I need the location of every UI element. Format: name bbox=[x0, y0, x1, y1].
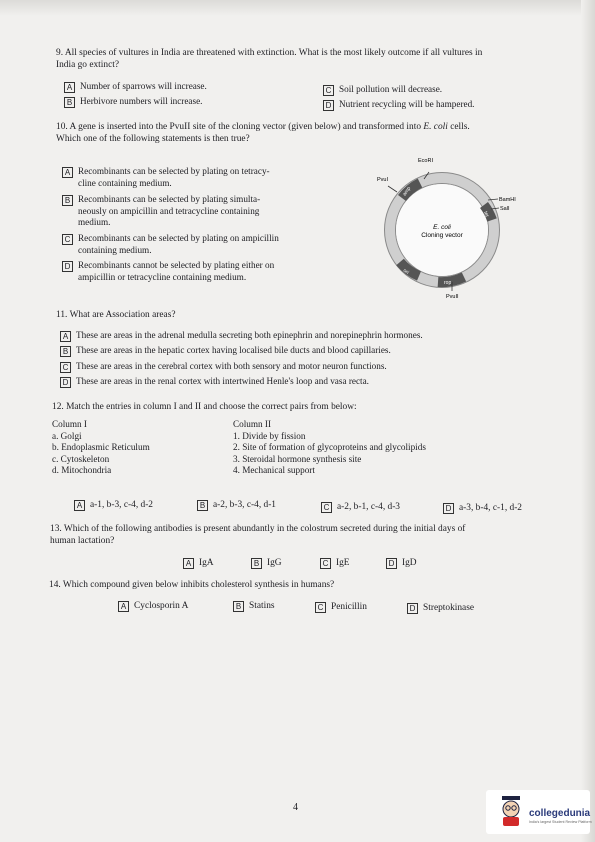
option-letter-box: A bbox=[74, 500, 85, 511]
question-number: 10. bbox=[56, 122, 68, 132]
option-text: Herbivore numbers will increase. bbox=[80, 96, 203, 106]
option-c[interactable] bbox=[62, 233, 279, 256]
option-letter-box: C bbox=[60, 362, 71, 373]
column-2-item: 1. Divide by fission bbox=[233, 430, 306, 441]
option-text-line: medium. bbox=[78, 217, 111, 228]
question-12-stem bbox=[52, 401, 357, 413]
question-13-line-2: human lactation? bbox=[50, 536, 115, 546]
option-d[interactable] bbox=[323, 99, 474, 111]
option-text: These are areas in the cerebral cortex with both sensory and motor neuron functions. bbox=[76, 361, 387, 371]
option-c[interactable] bbox=[315, 601, 367, 613]
mortarboard-shape bbox=[502, 796, 520, 800]
option-text: These are areas in the adrenal medulla secreting both epinephrin and norepinephrin hormones. bbox=[76, 330, 423, 340]
option-text bbox=[78, 233, 279, 256]
option-d[interactable] bbox=[407, 602, 474, 614]
option-text: Number of sparrows will increase. bbox=[80, 81, 207, 91]
question-text: Match the entries in column I and II and choose the correct pairs from below: bbox=[66, 402, 357, 412]
option-letter-box: D bbox=[386, 558, 397, 569]
student-mascot-icon bbox=[498, 796, 524, 826]
amp-label: amp bbox=[401, 185, 413, 198]
pvuii-label: PvuII bbox=[446, 294, 459, 300]
option-letter-box: B bbox=[64, 97, 75, 108]
option-text: Soil pollution will decrease. bbox=[339, 84, 443, 94]
option-letter-box: D bbox=[60, 377, 71, 388]
question-number: 11. bbox=[56, 310, 68, 320]
option-text-line: containing medium. bbox=[78, 244, 152, 255]
question-text: What are Association areas? bbox=[69, 310, 176, 320]
option-text: IgE bbox=[336, 558, 350, 568]
question-number: 13. bbox=[50, 524, 62, 534]
option-text bbox=[78, 194, 260, 229]
option-text: a-1, b-3, c-4, d-2 bbox=[90, 500, 153, 510]
question-number: 14. bbox=[49, 580, 61, 590]
question-text: A gene is inserted into the PvuII site of the cloning vector (given below) and transformed into bbox=[69, 122, 424, 132]
option-d[interactable] bbox=[60, 376, 369, 388]
column-2-title: Column II bbox=[233, 419, 272, 429]
option-text-line: ampicillin or tetracycline containing medium. bbox=[78, 271, 247, 282]
watermark-tagline: India's largest Student Review Platform bbox=[529, 820, 592, 824]
option-text: Penicillin bbox=[331, 602, 367, 612]
question-14-stem bbox=[49, 579, 334, 591]
option-text-line: Recombinants can be selected by plating simulta- bbox=[78, 194, 261, 204]
pvui-label: PvuI bbox=[377, 177, 389, 183]
ori-label: ori bbox=[401, 267, 410, 276]
option-letter-box: C bbox=[320, 558, 331, 569]
option-text-line: neously on ampicillin and tetracycline containing bbox=[78, 205, 260, 216]
option-a[interactable] bbox=[74, 499, 153, 511]
option-b[interactable] bbox=[60, 345, 391, 357]
question-13-line-1 bbox=[50, 523, 465, 535]
question-9-line-1 bbox=[56, 47, 482, 59]
question-number: 9. bbox=[56, 48, 64, 58]
option-d[interactable] bbox=[386, 557, 417, 569]
question-11-stem bbox=[56, 309, 176, 321]
bamhi-label: BamHI bbox=[499, 197, 516, 203]
question-text: All species of vultures in India are threatened with extinction. What is the most likely outcome if all vultures in bbox=[64, 48, 483, 58]
cloning-vector-diagram bbox=[372, 150, 520, 300]
column-1-item: a. Golgi bbox=[52, 430, 82, 441]
option-letter-box: A bbox=[183, 558, 194, 569]
column-2-item: 3. Steroidal hormone synthesis site bbox=[233, 453, 362, 464]
option-text: Streptokinase bbox=[423, 603, 475, 613]
option-a[interactable] bbox=[118, 600, 188, 612]
question-10-line-2: Which one of the following statements is then true? bbox=[56, 134, 250, 144]
option-text-line: cline containing medium. bbox=[78, 177, 172, 188]
column-2-item: 2. Site of formation of glycoproteins and glycolipids bbox=[233, 442, 426, 453]
option-letter-box: D bbox=[407, 603, 418, 614]
option-letter-box: B bbox=[60, 346, 71, 357]
option-a[interactable] bbox=[62, 166, 270, 189]
watermark-brand: collegedunia bbox=[529, 808, 591, 819]
option-text: IgG bbox=[267, 558, 282, 568]
tet-label: tet bbox=[482, 210, 490, 218]
option-text bbox=[78, 166, 270, 189]
option-letter-box: C bbox=[62, 234, 73, 245]
option-b[interactable] bbox=[62, 194, 260, 229]
option-b[interactable] bbox=[64, 96, 202, 108]
option-text: Cyclosporin A bbox=[134, 601, 189, 611]
option-text bbox=[78, 260, 274, 283]
scan-shadow-top bbox=[0, 0, 595, 16]
option-d[interactable] bbox=[62, 260, 274, 283]
vector-name-line-1: E. coli bbox=[433, 224, 451, 231]
question-text: Which compound given below inhibits cholesterol synthesis in humans? bbox=[62, 580, 335, 590]
question-text-italic: E. coli bbox=[423, 122, 448, 132]
option-letter-box: C bbox=[323, 85, 334, 96]
option-text-line: Recombinants cannot be selected by plating either on bbox=[78, 260, 275, 270]
face-shape bbox=[503, 801, 519, 817]
option-text-line: Recombinants can be selected by plating on ampicillin bbox=[78, 233, 279, 243]
option-d[interactable] bbox=[443, 502, 522, 514]
option-c[interactable] bbox=[323, 84, 442, 96]
option-letter-box: A bbox=[64, 82, 75, 93]
option-text: a-3, b-4, c-1, d-2 bbox=[459, 503, 522, 513]
option-letter-box: D bbox=[62, 261, 73, 272]
option-a[interactable] bbox=[60, 330, 423, 342]
option-letter-box: C bbox=[315, 602, 326, 613]
option-text: a-2, b-1, c-4, d-3 bbox=[337, 502, 400, 512]
column-2-item: 4. Mechanical support bbox=[233, 465, 315, 476]
option-c[interactable] bbox=[320, 557, 350, 569]
option-text: Statins bbox=[249, 601, 275, 611]
column-1-item: b. Endoplasmic Reticulum bbox=[52, 442, 150, 453]
question-number: 12. bbox=[52, 402, 64, 412]
option-letter-box: A bbox=[118, 601, 129, 612]
sali-label: SalI bbox=[500, 206, 510, 212]
column-1-item: d. Mitochondria bbox=[52, 465, 112, 476]
option-letter-box: C bbox=[321, 502, 332, 513]
option-text: These are areas in the renal cortex with intertwined Henle's loop and vasa recta. bbox=[76, 376, 369, 386]
option-letter-box: D bbox=[443, 503, 454, 514]
option-b[interactable] bbox=[233, 600, 275, 612]
question-text: cells. bbox=[447, 122, 470, 132]
option-text: IgD bbox=[402, 558, 417, 568]
option-text: a-2, b-3, c-4, d-1 bbox=[213, 500, 276, 510]
option-a[interactable] bbox=[183, 557, 214, 569]
shirt-shape bbox=[503, 817, 519, 826]
pvui-tick bbox=[388, 186, 397, 192]
option-letter-box: A bbox=[62, 167, 73, 178]
option-letter-box: B bbox=[197, 500, 208, 511]
question-9-line-2: India go extinct? bbox=[56, 60, 119, 70]
option-c[interactable] bbox=[60, 361, 387, 373]
question-10-line-1 bbox=[56, 121, 470, 133]
page-number: 4 bbox=[293, 802, 298, 813]
column-2 bbox=[233, 419, 426, 477]
option-letter-box: B bbox=[62, 195, 73, 206]
option-text-line: Recombinants can be selected by plating on tetracy- bbox=[78, 166, 270, 176]
option-text: These are areas in the hepatic cortex having localised bile ducts and blood capillaries. bbox=[76, 345, 391, 355]
option-text: IgA bbox=[199, 558, 214, 568]
ecori-label: EcoRI bbox=[418, 158, 433, 164]
option-b[interactable] bbox=[197, 499, 276, 511]
rop-label: rop bbox=[444, 280, 452, 286]
option-letter-box: B bbox=[233, 601, 244, 612]
option-letter-box: D bbox=[323, 100, 334, 111]
option-text: Nutrient recycling will be hampered. bbox=[339, 99, 475, 109]
column-1-title: Column I bbox=[52, 419, 87, 429]
option-b[interactable] bbox=[251, 557, 282, 569]
vector-name-line-2: Cloning vector bbox=[421, 232, 463, 239]
option-c[interactable] bbox=[321, 501, 400, 513]
option-a[interactable] bbox=[64, 81, 207, 93]
column-1 bbox=[52, 419, 150, 477]
option-letter-box: A bbox=[60, 331, 71, 342]
question-text: Which of the following antibodies is present abundantly in the colostrum secreted during the initial days of bbox=[63, 524, 466, 534]
scan-shadow-right bbox=[581, 0, 595, 842]
column-1-item: c. Cytoskeleton bbox=[52, 453, 110, 464]
option-letter-box: B bbox=[251, 558, 262, 569]
